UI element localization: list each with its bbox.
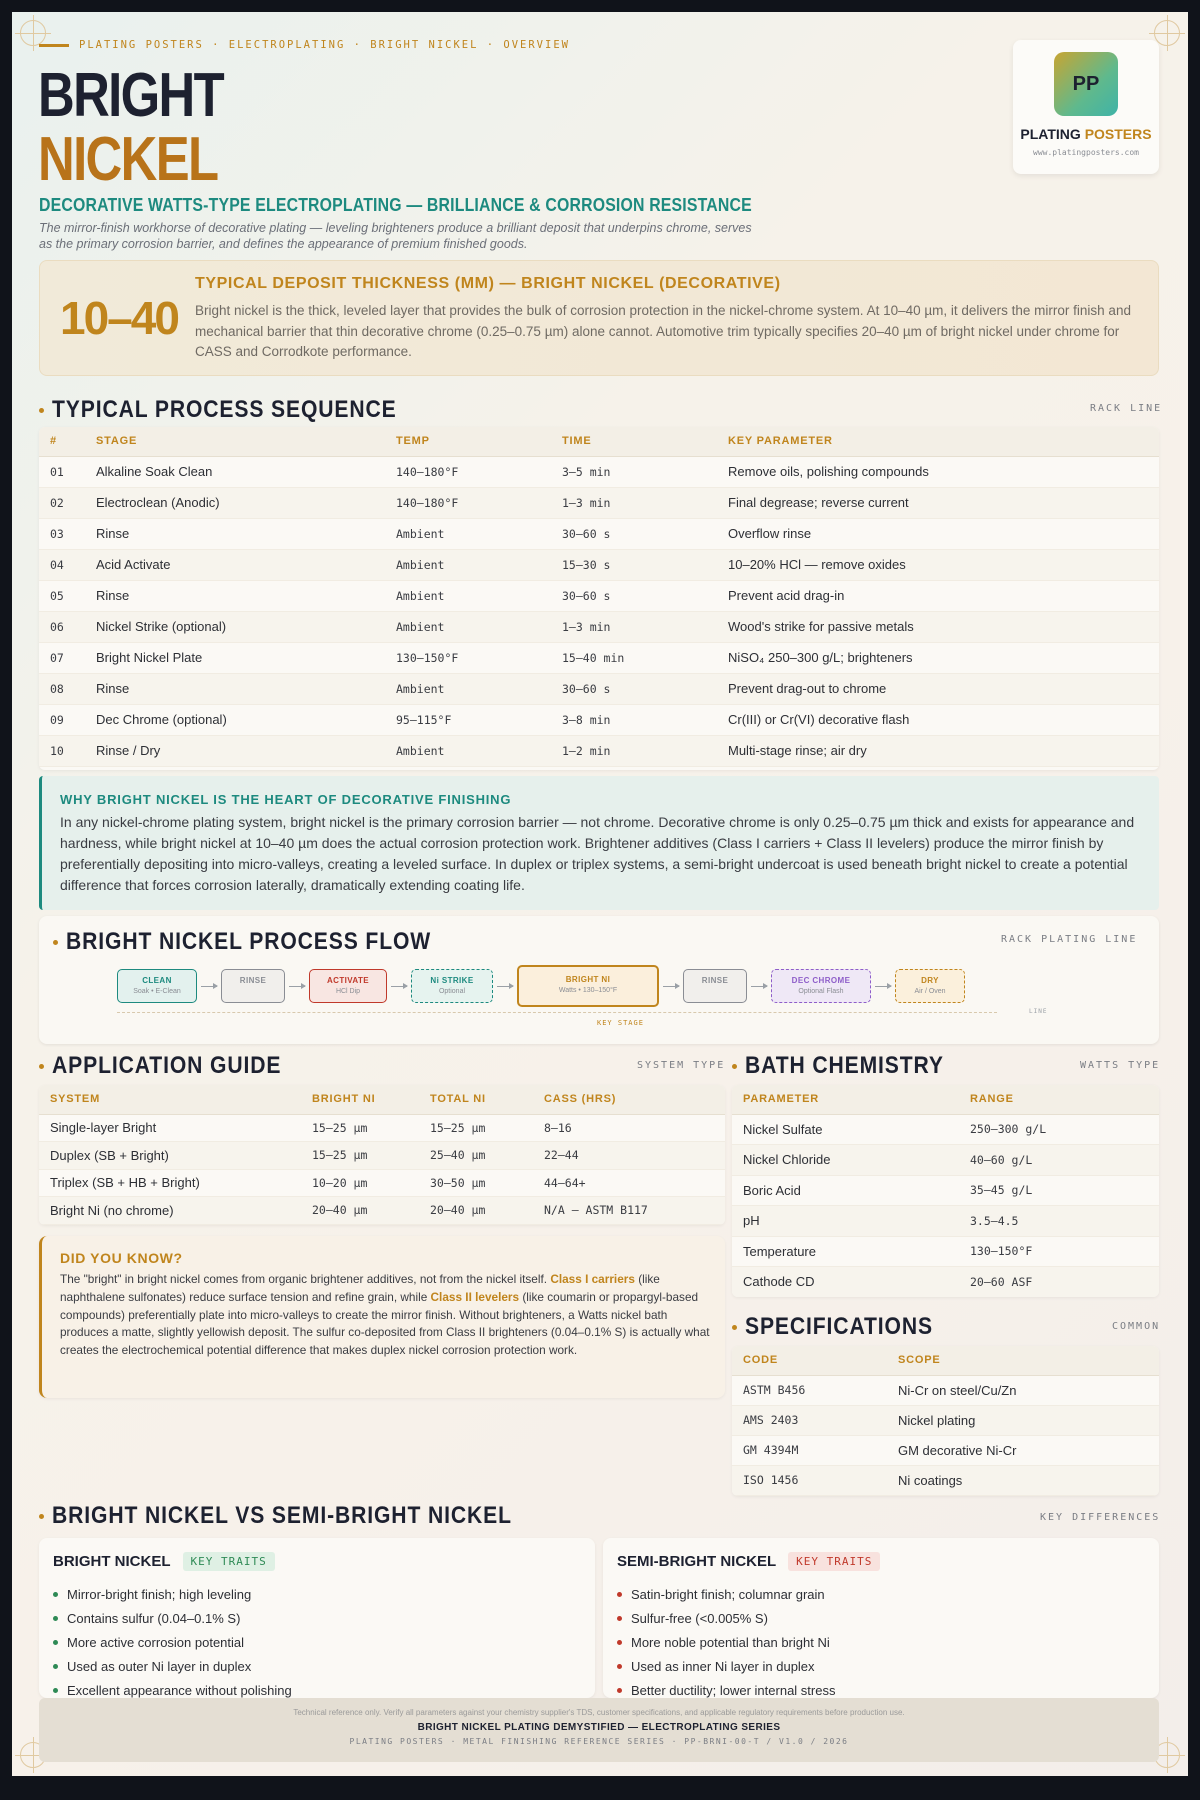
table-cell: ASTM B456 <box>732 1375 887 1405</box>
bullet-icon <box>617 1664 622 1669</box>
flow-stage <box>309 969 387 1003</box>
table-cell: GM decorative Ni-Cr <box>887 1435 1159 1465</box>
bullet-icon <box>617 1688 622 1693</box>
table-cell: Prevent drag-out to chrome <box>717 673 1159 704</box>
column-header: STAGE <box>85 427 385 456</box>
specs-tag: COMMON <box>1112 1321 1161 1332</box>
list-item-text: Excellent appearance without polishing <box>67 1682 292 1698</box>
list-item-text: Used as outer Ni layer in duplex <box>67 1658 252 1674</box>
know-highlight-1: Class I carriers <box>550 1272 635 1286</box>
semi-bright-nickel-title <box>617 1552 880 1571</box>
flow-stage-sub: Air / Oven <box>914 988 946 995</box>
table-cell: Bright Nickel Plate <box>85 642 385 673</box>
table-cell: Ambient <box>385 673 551 704</box>
heading-dot <box>732 1064 737 1069</box>
column-header: RANGE <box>959 1085 1159 1114</box>
table-row <box>39 1197 725 1225</box>
semi-bright-nickel-card <box>603 1538 1159 1698</box>
table-cell: 10 <box>39 735 85 766</box>
list-item <box>53 1630 292 1654</box>
table-cell: 130–150°F <box>959 1236 1159 1267</box>
column-header: SYSTEM <box>39 1085 301 1114</box>
flow-arrow <box>289 986 305 987</box>
table-row <box>39 518 1159 549</box>
flow-stage-label: RINSE <box>701 976 729 985</box>
table-cell: 30–60 s <box>551 580 717 611</box>
table-cell: Electroclean (Anodic) <box>85 487 385 518</box>
table-row <box>39 549 1159 580</box>
table-cell: 15–30 s <box>551 549 717 580</box>
logo-card <box>1013 40 1159 174</box>
bullet-icon <box>617 1640 622 1645</box>
table-cell: AMS 2403 <box>732 1405 887 1435</box>
thickness-value: 10–40 <box>60 292 178 344</box>
table-cell: 30–60 s <box>551 518 717 549</box>
bright-nickel-traits <box>53 1582 292 1702</box>
table-row <box>732 1435 1159 1465</box>
flow-heading-text: BRIGHT NICKEL PROCESS FLOW <box>66 928 432 955</box>
flow-arrow <box>875 986 891 987</box>
table-cell: Nickel Strike (optional) <box>85 611 385 642</box>
table-cell: Bright Ni (no chrome) <box>39 1197 301 1225</box>
tagline: The mirror-finish workhorse of decorative plating — leveling brighteners produce a brilliant deposit that underpins chrome, serves as the primary corrosion barrier, and defines the appearance of premium finished goods. <box>39 221 752 251</box>
specs-table <box>732 1346 1159 1496</box>
application-heading-text: APPLICATION GUIDE <box>52 1052 282 1079</box>
list-item <box>617 1630 835 1654</box>
heading-dot <box>732 1325 737 1330</box>
table-cell: Duplex (SB + Bright) <box>39 1142 301 1170</box>
table-row <box>732 1175 1159 1206</box>
did-you-know-box <box>39 1236 725 1398</box>
page-title-line1: BRIGHT <box>38 61 224 130</box>
table-cell: Rinse <box>85 673 385 704</box>
table-cell: Wood's strike for passive metals <box>717 611 1159 642</box>
table-cell: Rinse <box>85 580 385 611</box>
application-heading <box>39 1052 313 1080</box>
flow-stage-label: Ni STRIKE <box>430 976 474 985</box>
table-cell: 02 <box>39 487 85 518</box>
table-cell: Nickel Chloride <box>732 1145 959 1176</box>
column-header: BRIGHT NI <box>301 1085 419 1114</box>
table-cell: NiSO₄ 250–300 g/L; brighteners <box>717 642 1159 673</box>
specs-heading <box>732 1313 959 1341</box>
table-cell: 3–8 min <box>551 704 717 735</box>
table-row <box>39 580 1159 611</box>
table-cell: 08 <box>39 673 85 704</box>
table-cell: 30–50 µm <box>419 1169 533 1197</box>
list-item-text: Contains sulfur (0.04–0.1% S) <box>67 1610 241 1626</box>
process-heading <box>39 396 444 424</box>
page-title-line2: NICKEL <box>38 125 218 194</box>
breadcrumb <box>39 39 570 51</box>
table-row <box>39 642 1159 673</box>
column-header: PARAMETER <box>732 1085 959 1114</box>
list-item-text: Sulfur-free (<0.005% S) <box>631 1610 768 1626</box>
table-cell: N/A — ASTM B117 <box>533 1197 725 1225</box>
table-row <box>39 456 1159 487</box>
table-row <box>732 1267 1159 1298</box>
bright-nickel-title-text: BRIGHT NICKEL <box>53 1553 171 1570</box>
table-cell: 15–25 µm <box>301 1114 419 1142</box>
flow-arrow <box>201 986 217 987</box>
why-body: In any nickel-chrome plating system, bright nickel is the primary corrosion barrier — not chrome. Decorative chrome is only 0.25–0.75 µm thick and exists for appearance and hardness, while bright nickel at 10–40 µm does the actual corrosion protection work. Brightener additives (Class I carriers + Class II levelers) produce the mirror finish by preferentially depositing into micro-valleys, creating a leveled surface. In duplex or triplex systems, a semi-bright undercoat is used beneath bright nickel to create a potential difference that forces corrosion laterally, dramatically extending coating life. <box>60 814 1135 893</box>
table-cell: 3.5–4.5 <box>959 1206 1159 1237</box>
table-cell: 95–115°F <box>385 704 551 735</box>
know-text-1: The "bright" in bright nickel comes from organic brightener additives, not from the nickel itself. <box>60 1272 551 1286</box>
table-cell: 1–2 min <box>551 735 717 766</box>
flow-stage-label: RINSE <box>239 976 267 985</box>
table-row <box>732 1405 1159 1435</box>
application-tag: SYSTEM TYPE <box>637 1060 726 1071</box>
bath-tag: WATTS TYPE <box>1080 1060 1161 1071</box>
flow-arrow <box>751 986 767 987</box>
flow-stage <box>895 969 965 1003</box>
table-cell: Boric Acid <box>732 1175 959 1206</box>
table-cell: 25–40 µm <box>419 1142 533 1170</box>
footer <box>39 1698 1159 1762</box>
table-cell: 30–60 s <box>551 673 717 704</box>
breadcrumb-bar <box>39 44 69 47</box>
table-cell: 04 <box>39 549 85 580</box>
table-row <box>732 1145 1159 1176</box>
table-cell: 20–40 µm <box>301 1197 419 1225</box>
table-cell: 8–16 <box>533 1114 725 1142</box>
why-title: WHY BRIGHT NICKEL IS THE HEART OF DECORATIVE FINISHING <box>60 792 512 807</box>
table-cell: Cathode CD <box>732 1267 959 1298</box>
table-cell: Single-layer Bright <box>39 1114 301 1142</box>
table-cell: Ambient <box>385 580 551 611</box>
table-cell: 03 <box>39 518 85 549</box>
table-cell: Nickel Sulfate <box>732 1114 959 1145</box>
table-cell: 10–20% HCl — remove oxides <box>717 549 1159 580</box>
table-cell: Ni-Cr on steel/Cu/Zn <box>887 1375 1159 1405</box>
logo-name <box>1013 126 1159 142</box>
bright-nickel-card <box>39 1538 595 1698</box>
bullet-icon <box>617 1592 622 1597</box>
table-row <box>39 673 1159 704</box>
table-cell: Remove oils, polishing compounds <box>717 456 1159 487</box>
flow-stage <box>221 969 285 1003</box>
table-cell: 06 <box>39 611 85 642</box>
table-cell: Temperature <box>732 1236 959 1267</box>
table-cell: 3–5 min <box>551 456 717 487</box>
logo-name-part1: PLATING <box>1020 126 1085 142</box>
table-cell: ISO 1456 <box>732 1465 887 1495</box>
flow-stage <box>117 969 197 1003</box>
column-header: CODE <box>732 1346 887 1375</box>
flow-stage <box>411 969 493 1003</box>
table-cell: 20–60 ASF <box>959 1267 1159 1298</box>
flow-stage-label: DEC CHROME <box>791 976 851 985</box>
table-cell: Rinse / Dry <box>85 735 385 766</box>
bullet-icon <box>53 1640 58 1645</box>
logo-mark: PP <box>1054 52 1118 116</box>
bullet-icon <box>617 1616 622 1621</box>
flow-stage-label: ACTIVATE <box>326 976 369 985</box>
flow-stage-sub: Optional Flash <box>798 988 844 995</box>
column-header: KEY PARAMETER <box>717 427 1159 456</box>
bath-heading <box>732 1052 971 1080</box>
list-item-text: Used as inner Ni layer in duplex <box>631 1658 815 1674</box>
footer-disclaimer: Technical reference only. Verify all parameters against your chemistry supplier's TDS, customer specifications, and applicable regulatory requirements before production use. <box>293 1708 905 1717</box>
specs-heading-text: SPECIFICATIONS <box>745 1313 933 1340</box>
table-row <box>39 487 1159 518</box>
bullet-icon <box>53 1664 58 1669</box>
table-cell: Dec Chrome (optional) <box>85 704 385 735</box>
table-cell: Ambient <box>385 518 551 549</box>
flow-arrow <box>663 986 679 987</box>
flow-stage-label: BRIGHT NI <box>565 975 611 984</box>
flow-stage-label: CLEAN <box>142 976 172 985</box>
list-item <box>617 1582 835 1606</box>
list-item <box>617 1606 835 1630</box>
poster <box>12 12 1188 1776</box>
table-cell: 35–45 g/L <box>959 1175 1159 1206</box>
bright-nickel-badge: KEY TRAITS <box>183 1552 275 1571</box>
semi-bright-nickel-badge: KEY TRAITS <box>788 1552 880 1571</box>
table-row <box>39 735 1159 766</box>
heading-dot <box>39 1514 44 1519</box>
heading-dot <box>39 1064 44 1069</box>
did-you-know-title: DID YOU KNOW? <box>60 1250 183 1266</box>
why-box <box>39 776 1159 910</box>
column-header: TEMP <box>385 427 551 456</box>
table-cell: 01 <box>39 456 85 487</box>
table-cell: Ambient <box>385 611 551 642</box>
page-subtitle: DECORATIVE WATTS-TYPE ELECTROPLATING — BRILLIANCE & CORROSION RESISTANCE <box>39 195 752 215</box>
flow-stage <box>683 969 747 1003</box>
compare-heading-text: BRIGHT NICKEL VS SEMI-BRIGHT NICKEL <box>52 1502 512 1529</box>
table-cell: 15–40 min <box>551 642 717 673</box>
table-row <box>39 1169 725 1197</box>
compare-heading <box>39 1502 575 1530</box>
flow-stage-sub: Optional <box>438 988 466 995</box>
table-cell: Multi-stage rinse; air dry <box>717 735 1159 766</box>
flow-key-stage-label: KEY STAGE <box>597 1019 644 1027</box>
table-cell: 1–3 min <box>551 487 717 518</box>
compare-tag: KEY DIFFERENCES <box>1040 1512 1161 1523</box>
flow-stage-sub: HCl Dip <box>335 988 361 995</box>
table-cell: 44–64+ <box>533 1169 725 1197</box>
heading-dot <box>53 940 58 945</box>
process-heading-text: TYPICAL PROCESS SEQUENCE <box>52 396 397 423</box>
table-cell: Final degrease; reverse current <box>717 487 1159 518</box>
flow-stage-sub: Soak • E-Clean <box>133 988 181 995</box>
flow-arrow <box>497 986 513 987</box>
flow-stage <box>517 965 659 1007</box>
table-cell: Ambient <box>385 735 551 766</box>
table-cell: 15–25 µm <box>419 1114 533 1142</box>
table-cell: Alkaline Soak Clean <box>85 456 385 487</box>
list-item-text: Satin-bright finish; columnar grain <box>631 1586 825 1602</box>
table-cell: Cr(III) or Cr(VI) decorative flash <box>717 704 1159 735</box>
table-row <box>39 1114 725 1142</box>
list-item-text: Mirror-bright finish; high leveling <box>67 1586 252 1602</box>
breadcrumb-text: PLATING POSTERS · ELECTROPLATING · BRIGHT NICKEL · OVERVIEW <box>79 39 570 51</box>
flow-line-label: LINE <box>1029 1008 1048 1015</box>
know-highlight-2: Class II levelers <box>430 1289 520 1304</box>
flow-stage-sub: Watts • 130–150°F <box>558 987 618 994</box>
table-row <box>732 1465 1159 1495</box>
footer-series: BRIGHT NICKEL PLATING DEMYSTIFIED — ELECTROPLATING SERIES <box>417 1722 781 1733</box>
know-text-3: (like coumarin or propargyl-based compounds) preferentially plate into micro-valleys to create the mirror finish. Without brighteners, a Watts nickel bath produces a matte, slightly yellowish deposit. The sulfur co-deposited from Class II brighteners (0.04–0.1% S) is actually what creates the electrochemical potential difference that makes duplex nickel corrosion protection work. <box>60 1289 710 1358</box>
flow-stage-label: DRY <box>921 976 939 985</box>
thickness-body: Bright nickel is the thick, leveled layer that provides the bulk of corrosion protection in the nickel-chrome system. At 10–40 µm, it delivers the mirror finish and mechanical barrier that thin decorative chrome (0.25–0.75 µm) alone cannot. Automotive trim typically specifies 20–40 µm of bright nickel under chrome for CASS and Corrodkote performance. <box>195 303 1131 359</box>
column-header: # <box>39 427 85 456</box>
table-row <box>39 611 1159 642</box>
list-item-text: More active corrosion potential <box>67 1634 245 1650</box>
flow-line <box>117 1012 997 1013</box>
flow-tag: RACK PLATING LINE <box>1001 934 1138 945</box>
table-cell: Rinse <box>85 518 385 549</box>
heading-dot <box>39 408 44 413</box>
table-row <box>39 704 1159 735</box>
flow-stage <box>771 969 871 1003</box>
table-row <box>732 1236 1159 1267</box>
table-cell: 140–180°F <box>385 456 551 487</box>
flow-arrow <box>391 986 407 987</box>
flow-heading <box>53 928 481 956</box>
bullet-icon <box>53 1616 58 1621</box>
list-item <box>617 1654 835 1678</box>
list-item <box>53 1654 292 1678</box>
table-cell: 250–300 g/L <box>959 1114 1159 1145</box>
table-cell: GM 4394M <box>732 1435 887 1465</box>
table-cell: Acid Activate <box>85 549 385 580</box>
table-cell: Ni coatings <box>887 1465 1159 1495</box>
table-cell: 140–180°F <box>385 487 551 518</box>
process-flow-card <box>39 916 1159 1044</box>
list-item <box>53 1606 292 1630</box>
table-cell: Triplex (SB + HB + Bright) <box>39 1169 301 1197</box>
table-row <box>39 1142 725 1170</box>
bright-nickel-title <box>53 1552 275 1571</box>
table-cell: 22–44 <box>533 1142 725 1170</box>
table-cell: Overflow rinse <box>717 518 1159 549</box>
table-cell: 09 <box>39 704 85 735</box>
column-header: SCOPE <box>887 1346 1159 1375</box>
table-cell: 15–25 µm <box>301 1142 419 1170</box>
table-cell: 07 <box>39 642 85 673</box>
semi-bright-nickel-title-text: SEMI-BRIGHT NICKEL <box>617 1553 777 1570</box>
table-cell: pH <box>732 1206 959 1237</box>
footer-meta: PLATING POSTERS · METAL FINISHING REFERENCE SERIES · PP-BRNI-00-T / V1.0 / 2026 <box>349 1737 849 1746</box>
table-row <box>732 1114 1159 1145</box>
know-text-2: (like naphthalene sulfonates) reduce surface tension and refine grain, while <box>60 1272 660 1304</box>
table-cell: Nickel plating <box>887 1405 1159 1435</box>
table-cell: 40–60 g/L <box>959 1145 1159 1176</box>
logo-url: www.platingposters.com <box>1033 148 1139 157</box>
table-cell: Prevent acid drag-in <box>717 580 1159 611</box>
bath-heading-text: BATH CHEMISTRY <box>745 1052 944 1079</box>
process-table <box>39 427 1159 770</box>
list-item-text: More noble potential than bright Ni <box>631 1634 830 1650</box>
column-header: CASS (HRS) <box>533 1085 725 1114</box>
list-item <box>53 1582 292 1606</box>
bullet-icon <box>53 1688 58 1693</box>
list-item-text: Better ductility; lower internal stress <box>631 1682 836 1698</box>
bullet-icon <box>53 1592 58 1597</box>
column-header: TIME <box>551 427 717 456</box>
bath-table <box>732 1085 1159 1297</box>
column-header: TOTAL NI <box>419 1085 533 1114</box>
table-cell: 20–40 µm <box>419 1197 533 1225</box>
thickness-highlight <box>39 260 1159 376</box>
table-cell: 1–3 min <box>551 611 717 642</box>
process-tag: RACK LINE <box>1090 403 1163 414</box>
table-cell: 05 <box>39 580 85 611</box>
corner-mark <box>1154 20 1180 46</box>
table-row <box>732 1206 1159 1237</box>
semi-bright-nickel-traits <box>617 1582 835 1702</box>
table-cell: 130–150°F <box>385 642 551 673</box>
logo-name-part2: POSTERS <box>1084 126 1152 142</box>
table-row <box>732 1375 1159 1405</box>
did-you-know-body <box>60 1271 710 1360</box>
thickness-title: TYPICAL DEPOSIT THICKNESS (ΜM) — BRIGHT NICKEL (DECORATIVE) <box>195 275 781 292</box>
table-cell: 10–20 µm <box>301 1169 419 1197</box>
table-cell: Ambient <box>385 549 551 580</box>
application-table <box>39 1085 725 1225</box>
